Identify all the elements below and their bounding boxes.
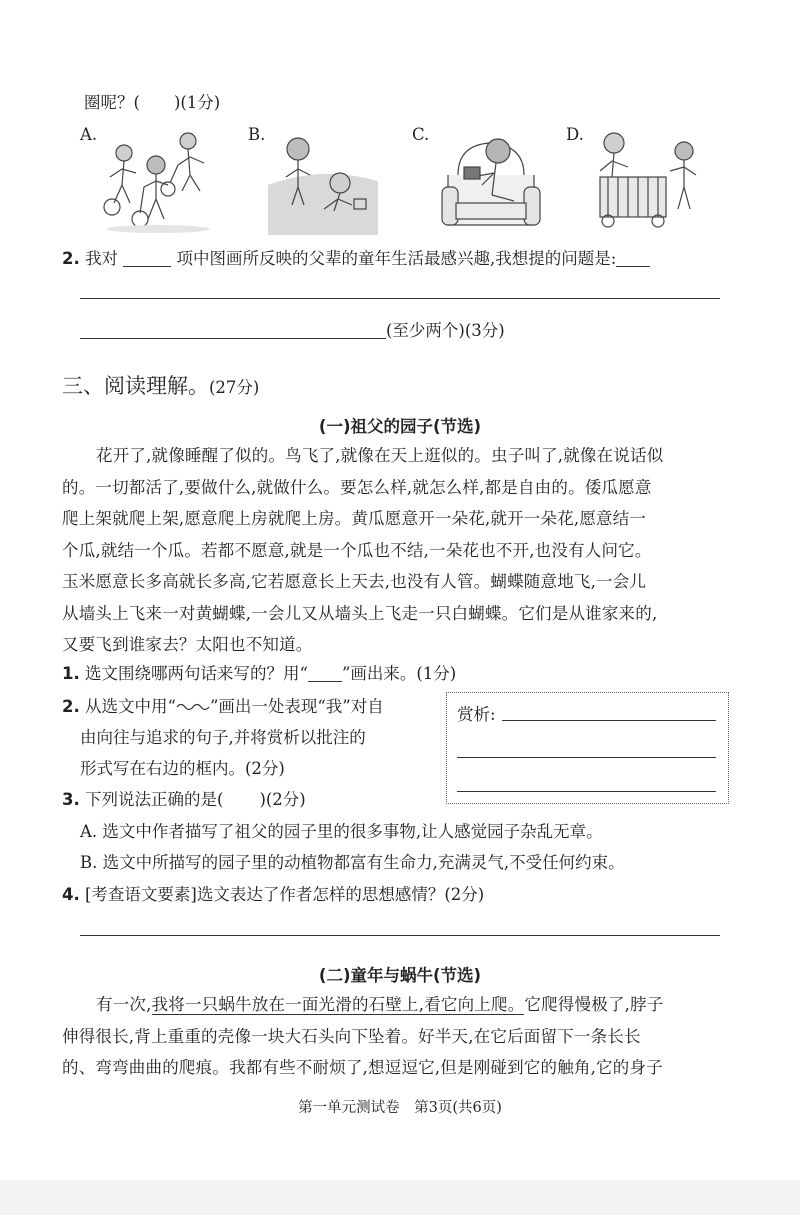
q2-option-blank[interactable] xyxy=(123,249,171,267)
q2-line xyxy=(62,248,650,270)
p1-q1-text-a: 选文围绕哪两句话来写的？用“ xyxy=(85,664,308,683)
q1-tail xyxy=(84,92,220,114)
p1-q2-text-a: 从选文中用“ xyxy=(85,697,176,716)
p1-q2-text-b: ”画出一处表现“我”对自 xyxy=(209,697,384,716)
p1-q3-number: 3. xyxy=(62,790,80,809)
passage2-title: (二)童年与蜗牛(节选) xyxy=(318,966,482,985)
option-a-label: A. xyxy=(80,125,98,144)
passage2-body xyxy=(62,989,742,1084)
q1-tail-prefix: 圈呢？( xyxy=(84,93,140,112)
p1-q4-number: 4. xyxy=(62,885,80,904)
passage2-line1-a: 有一次, xyxy=(96,995,152,1014)
passage2-line: 伸得很长,背上重重的壳像一块大石头向下坠着。好半天,在它后面留下一条长长 xyxy=(62,1026,641,1046)
annotation-line-2[interactable] xyxy=(457,757,716,758)
q2-question-blank[interactable] xyxy=(616,249,650,267)
section3-score: (27分) xyxy=(209,378,260,397)
section3-heading xyxy=(62,370,259,400)
option-c-label: C. xyxy=(412,125,430,144)
p1-q2-line2: 由向往与追求的句子,并将赏析以批注的 xyxy=(80,728,366,747)
p1-q2 xyxy=(62,696,384,718)
p1-q3 xyxy=(62,789,306,811)
q2-end-note: (至少两个)(3分) xyxy=(386,321,505,340)
passage1-line: 玉米愿意长多高就长多高,它若愿意长上天去,也没有人管。蝴蝶随意地飞,一会儿 xyxy=(62,572,647,591)
passage1-line: 个瓜,就结一个瓜。若都不愿意,就是一个瓜也不结,一朵花也不开,也没有人问它。 xyxy=(62,540,652,560)
q1-tail-suffix: )(1分) xyxy=(173,93,221,112)
p1-q2-line3: 形式写在右边的框内。(2分) xyxy=(80,759,285,778)
passage1-line: 爬上架就爬上架,愿意爬上房就爬上房。黄瓜愿意开一朵花,就开一朵花,愿意结一 xyxy=(62,509,647,528)
children-picking-in-field-icon xyxy=(268,125,378,235)
q2-text-1: 我对 xyxy=(85,249,118,268)
children-playing-hoop-icon xyxy=(100,125,218,235)
p1-q3-option-a[interactable]: A. 选文中作者描写了祖父的园子里的很多事物,让人感觉园子杂乱无章。 xyxy=(80,822,603,841)
passage1-line: 的。一切都活了,要做什么,就做什么。要怎么样,就怎么样,都是自由的。倭瓜愿意 xyxy=(62,477,652,497)
p1-q2-number: 2. xyxy=(62,697,80,716)
passage1-title: (一)祖父的园子(节选) xyxy=(318,417,482,436)
passage1-line: 从墙头上飞来一对黄蝴蝶,一会儿又从墙头上飞走一只白蝴蝶。它们是从谁家来的, xyxy=(62,603,658,623)
q2-answer-line-1[interactable] xyxy=(80,298,720,299)
p1-q3-option-b[interactable]: B. 选文中所描写的园子里的动植物都富有生命力,充满灵气,不受任何约束。 xyxy=(80,853,625,872)
passage1-line: 又要飞到谁家去？太阳也不知道。 xyxy=(62,635,313,654)
p1-q4 xyxy=(62,884,484,906)
option-d-label: D. xyxy=(566,125,584,144)
passage1-line: 花开了,就像睡醒了似的。鸟飞了,就像在天上逛似的。虫子叫了,就像在说话似 xyxy=(96,446,664,465)
child-buying-popsicle-icon xyxy=(588,125,706,235)
q2-text-2: 项中图画所反映的父辈的童年生活最感兴趣,我想提的问题是: xyxy=(176,249,617,268)
p1-q3-stem-a: 下列说法正确的是( xyxy=(85,790,224,809)
passage2-line1-b: 它爬得慢极了,脖子 xyxy=(524,995,664,1014)
bottom-band xyxy=(0,1180,800,1215)
child-on-sofa-with-tablet-icon xyxy=(438,125,544,235)
p1-q1 xyxy=(62,663,456,685)
passage2-underlined-sentence: 我将一只蜗牛放在一面光滑的石壁上,看它向上爬。 xyxy=(151,995,525,1014)
p1-q4-text: [考查语文要素]选文表达了作者怎样的思想感情？(2分) xyxy=(85,885,485,904)
page-footer: 第一单元测试卷 第3页(共6页) xyxy=(298,1100,502,1116)
section3-title: 三、阅读理解。 xyxy=(62,374,209,398)
p1-q1-number: 1. xyxy=(62,664,80,683)
annotation-line-1[interactable] xyxy=(502,720,716,721)
wavy-underline-icon xyxy=(176,699,210,711)
passage2-line xyxy=(62,989,742,1021)
annotation-label: 赏析: xyxy=(457,705,496,724)
p1-q3-stem-b: )(2分) xyxy=(259,790,306,809)
passage1-body xyxy=(62,440,742,661)
straight-underline-sample xyxy=(308,664,342,682)
annotation-line-3[interactable] xyxy=(457,791,716,792)
p1-q4-answer-line[interactable] xyxy=(80,935,720,936)
q2-answer-line-2[interactable] xyxy=(80,338,386,339)
passage2-line: 的、弯弯曲曲的爬痕。我都有些不耐烦了,想逗逗它,但是刚碰到它的触角,它的身子 xyxy=(62,1058,663,1077)
p1-q1-text-b: ”画出来。(1分) xyxy=(341,664,457,683)
option-b-label: B. xyxy=(248,125,266,144)
q2-number: 2. xyxy=(62,249,80,268)
